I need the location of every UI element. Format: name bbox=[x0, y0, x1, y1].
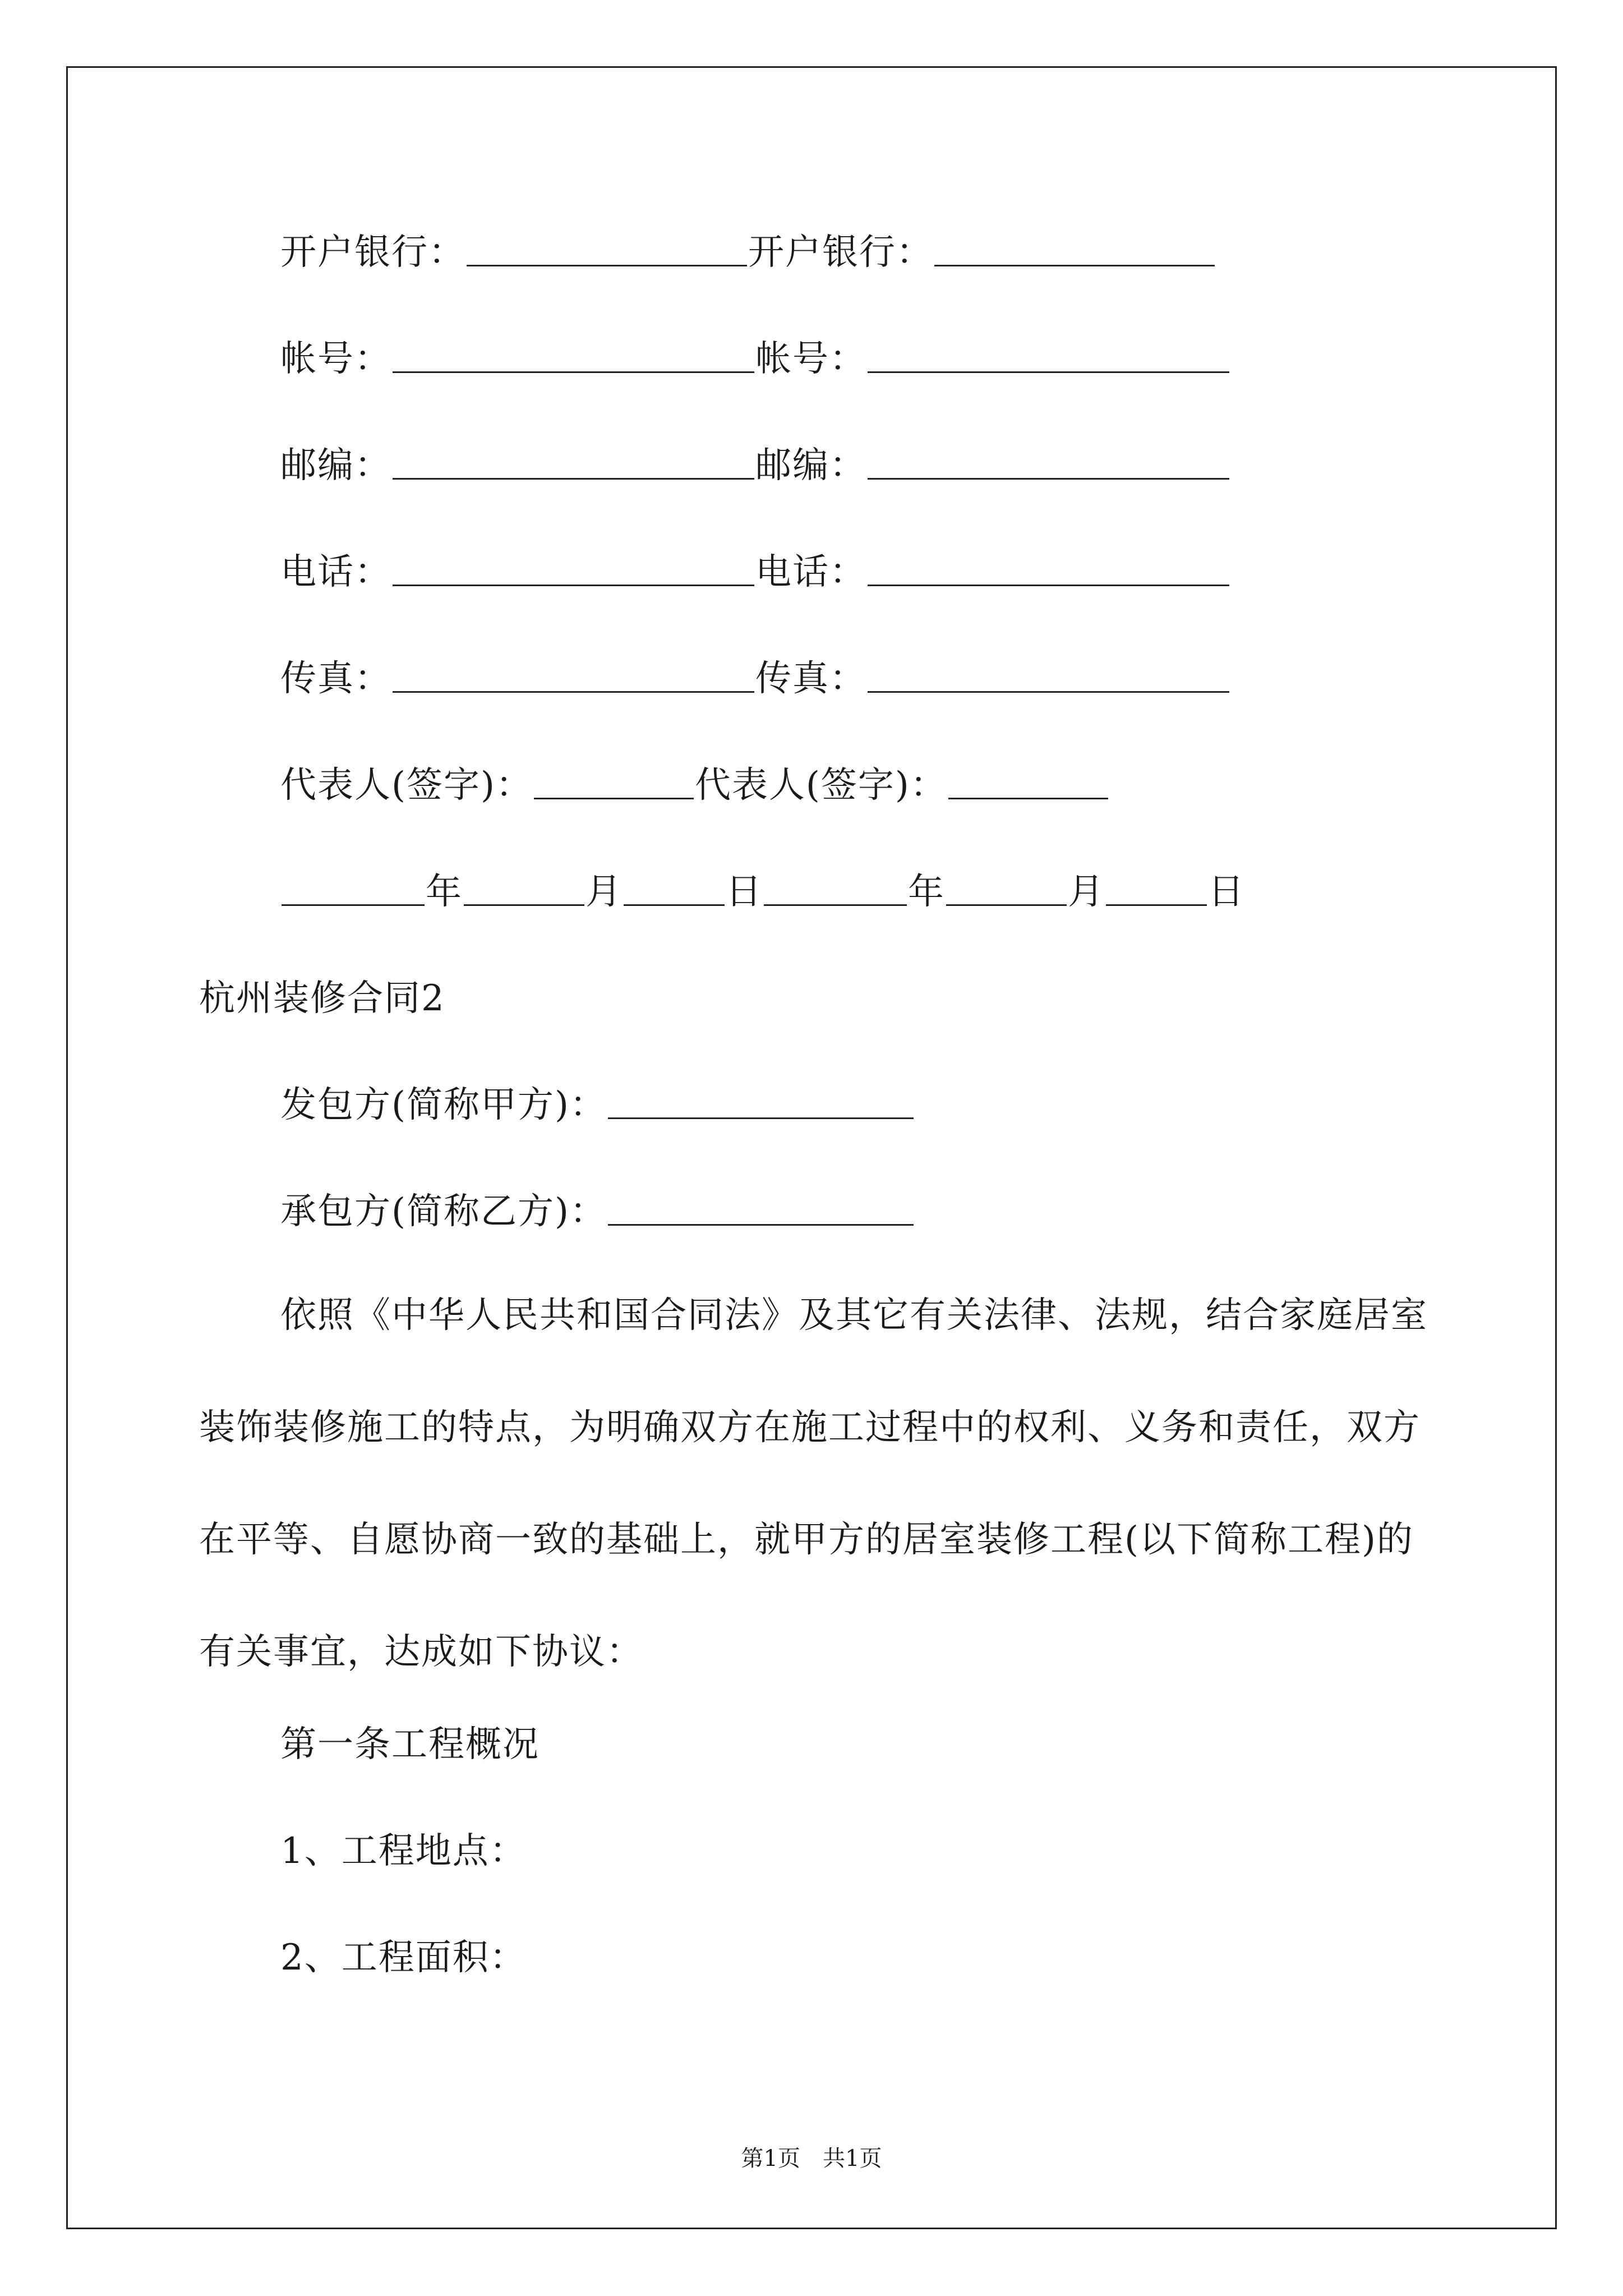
rep-a-blank bbox=[534, 798, 694, 799]
year-b-label: 年 bbox=[908, 871, 945, 913]
party-a-blank bbox=[608, 1117, 914, 1119]
fax-a-blank bbox=[393, 691, 754, 693]
bank-b-blank bbox=[934, 265, 1215, 266]
postcode-a-label: 邮编： bbox=[280, 445, 391, 486]
fax-row bbox=[280, 658, 1230, 700]
section-title: 杭州装修合同2 bbox=[199, 978, 445, 1019]
account-b-blank bbox=[868, 371, 1229, 373]
date-row bbox=[280, 871, 1245, 913]
account-a-label: 帐号： bbox=[280, 338, 391, 380]
rep-b-blank bbox=[948, 798, 1108, 799]
month-a-label: 月 bbox=[585, 871, 623, 913]
postcode-b-blank bbox=[868, 478, 1229, 480]
party-b-label: 承包方(简称乙方)： bbox=[280, 1191, 607, 1232]
page-footer: 第1页 共1页 bbox=[741, 2146, 882, 2171]
year-b-blank bbox=[764, 904, 907, 906]
rep-a-label: 代表人(签字)： bbox=[280, 765, 533, 806]
day-a-blank bbox=[624, 904, 725, 906]
month-b-label: 月 bbox=[1068, 871, 1105, 913]
postcode-a-blank bbox=[393, 478, 754, 480]
phone-b-blank bbox=[868, 585, 1229, 586]
preamble-paragraph: 依照《中华人民共和国合同法》及其它有关法律、法规，结合家庭居室装饰装修施工的特点，为明确双方在施工过程中的权利、义务和责任，双方在平等、自愿协商一致的基础上，就甲方的居室装修工程(以下简称工程)的有关事宜，达成如下协议： bbox=[199, 1295, 1428, 1673]
account-b-label: 帐号： bbox=[755, 338, 866, 380]
party-a-label: 发包方(简称甲方)： bbox=[280, 1084, 607, 1126]
party-a-row bbox=[280, 1084, 915, 1126]
month-a-blank bbox=[464, 904, 584, 906]
day-b-label: 日 bbox=[1208, 871, 1245, 913]
fax-a-label: 传真： bbox=[280, 658, 391, 700]
party-b-row bbox=[280, 1191, 915, 1232]
page-border bbox=[66, 66, 1557, 2229]
postcode-row bbox=[280, 445, 1230, 486]
phone-a-blank bbox=[393, 585, 754, 586]
year-a-blank bbox=[282, 904, 425, 906]
postcode-b-label: 邮编： bbox=[755, 445, 866, 486]
day-b-blank bbox=[1106, 904, 1207, 906]
item-2-area: 2、工程面积： bbox=[280, 1937, 527, 1978]
year-a-label: 年 bbox=[426, 871, 463, 913]
bank-row bbox=[280, 232, 1216, 273]
bank-b-label: 开户银行： bbox=[748, 232, 933, 273]
rep-b-label: 代表人(签字)： bbox=[694, 765, 947, 806]
item-1-location: 1、工程地点： bbox=[280, 1830, 527, 1872]
representative-row bbox=[280, 765, 1109, 806]
account-row bbox=[280, 338, 1230, 380]
bank-a-blank bbox=[467, 265, 747, 266]
bank-a-label: 开户银行： bbox=[280, 232, 465, 273]
month-b-blank bbox=[946, 904, 1067, 906]
phone-a-label: 电话： bbox=[280, 551, 391, 593]
article-1-title: 第一条工程概况 bbox=[280, 1724, 540, 1765]
phone-b-label: 电话： bbox=[755, 551, 866, 593]
account-a-blank bbox=[393, 371, 754, 373]
fax-b-label: 传真： bbox=[755, 658, 866, 700]
day-a-label: 日 bbox=[726, 871, 763, 913]
phone-row bbox=[280, 551, 1230, 593]
fax-b-blank bbox=[868, 691, 1229, 693]
party-b-blank bbox=[608, 1224, 914, 1226]
